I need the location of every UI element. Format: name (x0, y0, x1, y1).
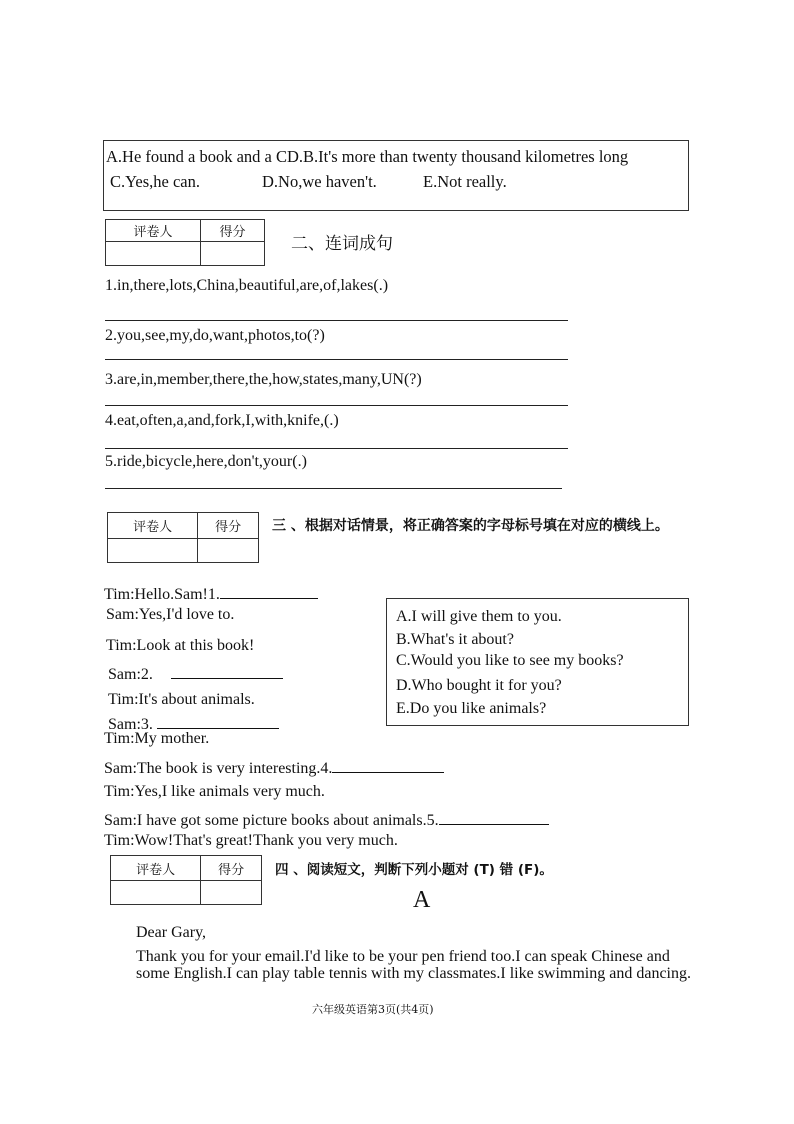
options-line-1: A.He found a book and a CD.B.It's more than twenty thousand kilometres long (106, 147, 629, 166)
blank-3[interactable] (157, 714, 279, 729)
grader-label: 评卷人 (106, 220, 201, 242)
dialogue-line-2: Sam:Yes,I'd love to. (106, 606, 235, 623)
section4-title: 四 、阅读短文，判断下列小题对 (T) 错 (F)。 (275, 862, 553, 878)
dialogue-line-10 (104, 810, 549, 830)
section3-title: 三 、根据对话情景，将正确答案的字母标号填在对应的横线上。 (272, 518, 669, 534)
answer-line-4[interactable] (105, 448, 568, 449)
grader-cell[interactable] (111, 881, 201, 905)
dialogue-line-11: Tim:Wow!That's great!Thank you very much. (104, 832, 398, 849)
score-label: 得分 (201, 856, 262, 881)
section2-question-2: 2.you,see,my,do,want,photos,to(?) (105, 327, 325, 344)
score-cell[interactable] (201, 881, 262, 905)
dialogue-line-4 (108, 664, 283, 684)
grader-label: 评卷人 (111, 856, 201, 881)
section2-question-1: 1.in,there,lots,China,beautiful,are,of,lakes(.) (105, 277, 389, 294)
dialogue-line-5: Tim:It's about animals. (108, 691, 255, 708)
dialogue-line-7: Tim:My mother. (104, 730, 210, 747)
dialogue-line-9: Tim:Yes,I like animals very much. (104, 783, 325, 800)
score-cell[interactable] (200, 242, 264, 266)
dialogue-text: Tim:Hello.Sam!1. (104, 586, 220, 603)
answer-line-3[interactable] (105, 405, 568, 406)
choice-c: C.Would you like to see my books? (396, 652, 624, 669)
answer-line-5[interactable] (105, 488, 562, 489)
section2-question-5: 5.ride,bicycle,here,don't,your(.) (105, 453, 307, 470)
score-table-section3 (107, 512, 259, 563)
choice-a: A.I will give them to you. (396, 608, 562, 625)
dialogue-text: Sam:The book is very interesting.4. (104, 760, 333, 777)
score-label: 得分 (200, 220, 264, 242)
section2-title: 二、连词成句 (291, 234, 393, 254)
option-c: C.Yes,he can. (110, 172, 200, 191)
dialogue-line-8 (104, 758, 444, 778)
section2-question-3: 3.are,in,member,there,the,how,states,many,UN(?) (105, 371, 422, 388)
dialogue-text: Sam:I have got some picture books about animals.5. (104, 812, 439, 829)
passage-label: A (413, 887, 431, 913)
letter-greeting: Dear Gary, (136, 924, 207, 941)
answer-line-2[interactable] (105, 359, 568, 360)
grader-label: 评卷人 (108, 513, 198, 539)
grader-cell[interactable] (108, 539, 198, 563)
dialogue-line-3: Tim:Look at this book! (106, 637, 255, 654)
blank-5[interactable] (439, 810, 549, 825)
score-label: 得分 (198, 513, 259, 539)
dialogue-line-1 (104, 584, 318, 604)
dialogue-choices-box (386, 598, 689, 726)
blank-1[interactable] (220, 584, 318, 599)
blank-2[interactable] (171, 664, 283, 679)
page-footer: 六年级英语第3页(共4页) (312, 1003, 434, 1016)
dialogue-text: Sam:2. (108, 666, 153, 683)
choice-d: D.Who bought it for you? (396, 677, 562, 694)
letter-body: Thank you for your email.I'd like to be your pen friend too.I can speak Chinese and some English.I can play table tennis with my classmates.I like swimming and dancing. (136, 948, 691, 982)
choice-e: E.Do you like animals? (396, 700, 547, 717)
blank-4[interactable] (332, 758, 444, 773)
score-table-section2 (105, 219, 265, 266)
section2-question-4: 4.eat,often,a,and,fork,I,with,knife,(.) (105, 412, 339, 429)
choice-b: B.What's it about? (396, 631, 514, 648)
dialogue-text: Sam:3. (108, 716, 153, 733)
answer-options-box (103, 140, 689, 211)
answer-line-1[interactable] (105, 320, 568, 321)
score-cell[interactable] (198, 539, 259, 563)
option-d: D.No,we haven't. (262, 172, 377, 191)
score-table-section4 (110, 855, 262, 905)
grader-cell[interactable] (106, 242, 201, 266)
option-e: E.Not really. (423, 172, 507, 191)
